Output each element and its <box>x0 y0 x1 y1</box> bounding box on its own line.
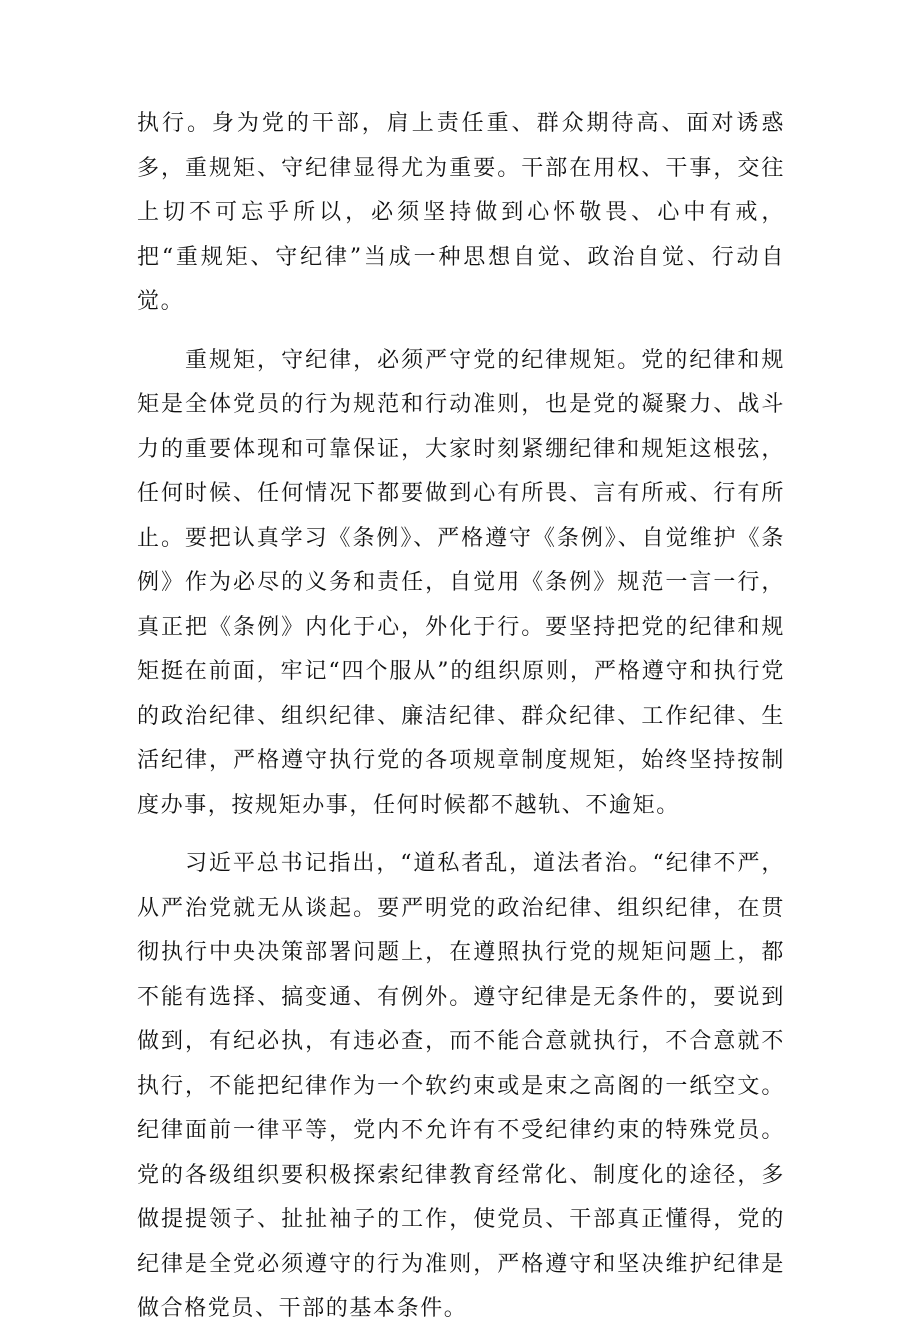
paragraph-3: 习近平总书记指出，“道私者乱，道法者治。“纪律不严，从严治党就无从谈起。要严明党的政治纪律、组织纪律，在贯彻执行中央决策部署问题上，在遵照执行党的规矩问题上，都不能有选择、搞变通、有例外。遵守纪律是无条件的，要说到做到，有纪必执，有违必查，而不能合意就执行，不合意就不执行，不能把纪律作为一个软约束或是束之高阁的一纸空文。纪律面前一律平等，党内不允许有不受纪律约束的特殊党员。党的各级组织要积极探索纪律教育经常化、制度化的途径，多做提提领子、扯扯袖子的工作，使党员、干部真正懂得，党的纪律是全党必须遵守的行为准则，严格遵守和坚决维护纪律是做合格党员、干部的基本条件。 <box>137 851 785 1321</box>
paragraph-2: 重规矩，守纪律，必须严守党的纪律规矩。党的纪律和规矩是全体党员的行为规范和行动准则，也是党的凝聚力、战斗力的重要体现和可靠保证，大家时刻紧绷纪律和规矩这根弦，任何时候、任何情况下都要做到心有所畏、言有所戒、行有所止。要把认真学习《条例》、严格遵守《条例》、自觉维护《条例》作为必尽的义务和责任，自觉用《条例》规范一言一行，真正把《条例》内化于心，外化于行。要坚持把党的纪律和规矩挺在前面，牢记“四个服从”的组织原则，严格遵守和执行党的政治纪律、组织纪律、廉洁纪律、群众纪律、工作纪律、生活纪律，严格遵守执行党的各项规章制度规矩，始终坚持按制度办事，按规矩办事，任何时候都不越轨、不逾矩。 <box>137 347 785 818</box>
paragraph-1: 执行。身为党的干部，肩上责任重、群众期待高、面对诱惑多，重规矩、守纪律显得尤为重要。干部在用权、干事，交往上切不可忘乎所以，必须坚持做到心怀敬畏、心中有戒，把“重规矩、守纪律”当成一种思想自觉、政治自觉、行动自觉。 <box>137 111 785 314</box>
paragraph-gap <box>0 828 920 842</box>
paragraph-gap <box>0 325 920 339</box>
